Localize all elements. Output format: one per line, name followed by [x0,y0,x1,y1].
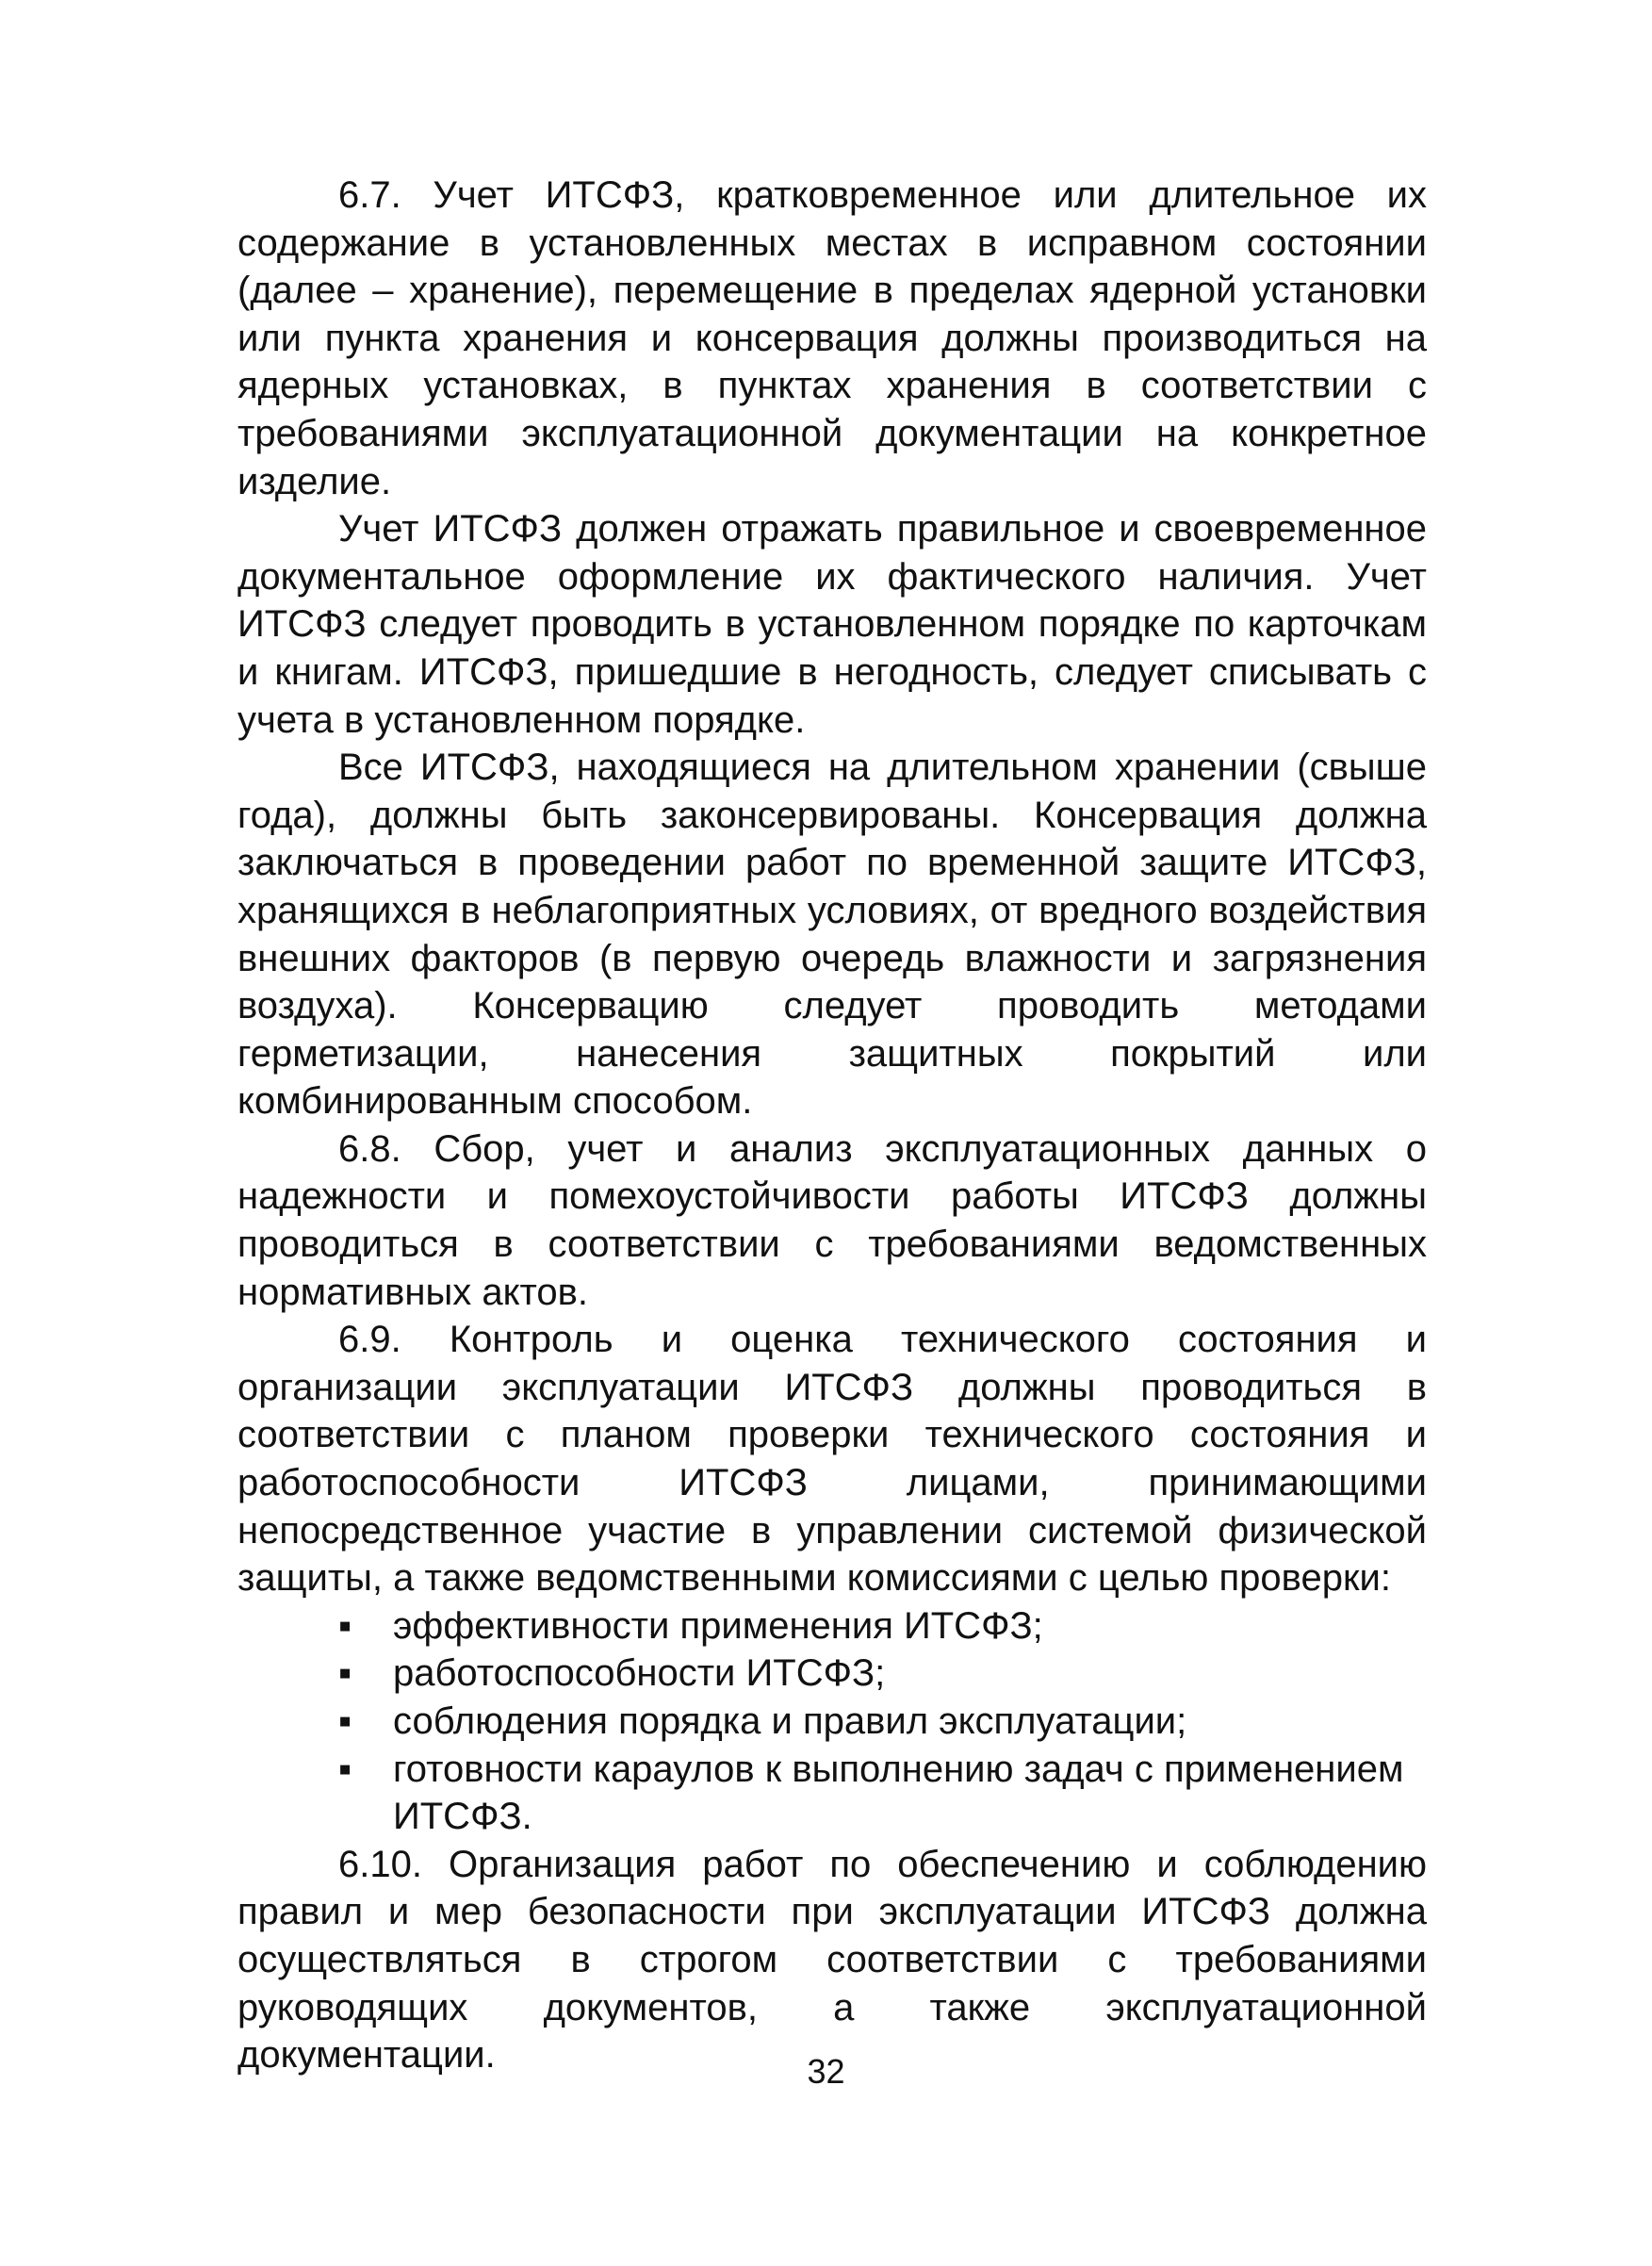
paragraph-6-9: 6.9. Контроль и оценка технического состояния и организации эксплуатации ИТСФЗ должны проводиться в соответствии с планом проверки технического состояния и работоспособности ИТСФЗ лицами, принимающими непосредственное участие в управлении системой физической защиты, а также ведомственными комиссиями с целью проверки: [237,1319,1427,1600]
paragraph-6-10: 6.10. Организация работ по обеспечению и соблюдению правил и мер безопасности при эксплуатации ИТСФЗ должна осуществляться в строгом соответствии с требованиями руководящих документов, а также эксплуатационной документации. [237,1843,1427,2077]
body-text [237,172,1427,2079]
list-item [237,1698,1427,1746]
list-item [237,1602,1427,1650]
paragraph-accounting: Учет ИТСФЗ должен отражать правильное и своевременное документальное оформление их фактического наличия. Учет ИТСФЗ следует проводить в установленном порядке по карточкам и книгам. ИТСФЗ, пришедшие в негодность, следует списывать с учета в установленном порядке. [237,508,1427,741]
list-item [237,1650,1427,1698]
bullet-icon: ▪ [338,1748,352,1790]
paragraph-6-8: 6.8. Сбор, учет и анализ эксплуатационных данных о надежности и помехоустойчивости работы ИТСФЗ должны проводиться в соответствии с требованиями ведомственных нормативных актов. [237,1127,1427,1313]
list-item-text: эффективности применения ИТСФЗ; [393,1604,1043,1647]
check-purposes-list [237,1602,1427,1841]
paragraph-conservation: Все ИТСФЗ, находящиеся на длительном хранении (свыше года), должны быть законсервированы. Консервация должна заключаться в проведении работ по временной защите ИТСФЗ, хранящихся в неблагоприятных условиях, от вредного воздействия внешних факторов (в первую очередь влажности и загрязнения воздуха). Консервацию следует проводить методами герметизации, нанесения защитных покрытий или комбинированным способом. [237,747,1427,1123]
list-item-text: соблюдения порядка и правил эксплуатации; [393,1700,1187,1742]
bullet-icon: ▪ [338,1700,352,1742]
bullet-icon: ▪ [338,1652,352,1695]
list-item-text: готовности караулов к выполнению задач с применением ИТСФЗ. [393,1748,1404,1838]
paragraph-6-7: 6.7. Учет ИТСФЗ, кратковременное или длительное их содержание в установленных местах в исправном состоянии (далее – хранение), перемещение в пределах ядерной установки или пункта хранения и консервация должны производиться на ядерных установках, в пунктах хранения в соответствии с требованиями эксплуатационной документации на конкретное изделие. [237,174,1427,502]
list-item-text: работоспособности ИТСФЗ; [393,1652,886,1695]
page-number: 32 [807,2052,845,2091]
bullet-icon: ▪ [338,1604,352,1647]
list-item [237,1746,1427,1841]
